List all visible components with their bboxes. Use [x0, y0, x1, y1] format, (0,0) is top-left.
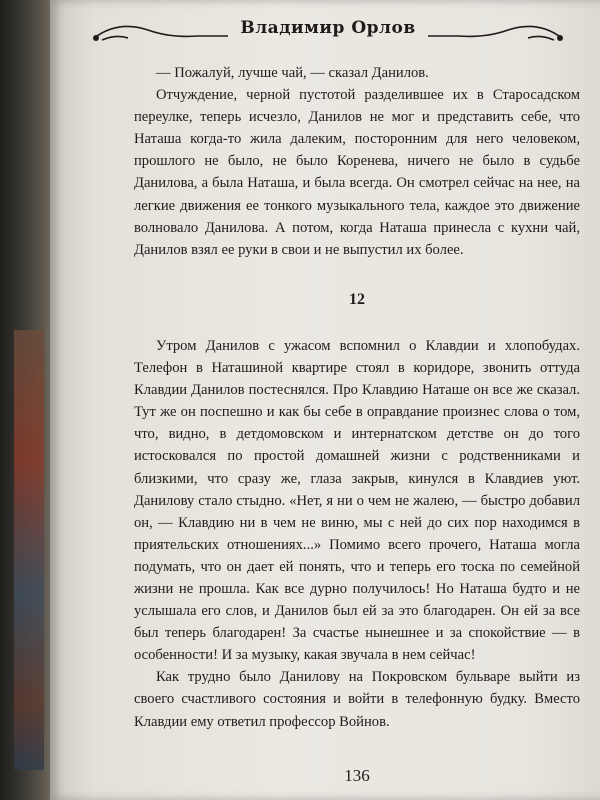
paragraph: Отчуждение, черной пустотой разделившее их в Старосадском переулке, теперь исчезло, Данилов не мог и представить себе, что Наташа когда-то жила далеким, посторонним для него человеком, прошлого не было, не было Коренева, ничего не было в судьбе Данилова, а была Наташа, и была всегда. Он смотрел сейчас на нее, на легкие движения ее тонкого музыкального тела, каждое это движение волновало Данилова. А потом, когда Наташа принесла с кухни чай, Данилов взял ее руки в свои и не выпустил их более.	[134, 87, 580, 258]
running-header	[88, 8, 568, 48]
page-number: 136	[344, 766, 370, 785]
paragraph: — Пожалуй, лучше чай, — сказал Данилов.	[156, 65, 429, 81]
body-text	[134, 62, 580, 733]
paragraph: Как трудно было Данилову на Покровском бульваре выйти из своего счастливого состояния и войти в телефонную будку. Вместо Клавдии ему ответил профессор Войнов.	[134, 669, 580, 730]
paragraph: Утром Данилов с ужасом вспомнил о Клавдии и хлопобудах. Телефон в Наташиной квартире стоял в коридоре, звонить оттуда Клавдии Данилов постеснялся. Про Клавдию Наташе он все же сказал. Тут же он поспешно и как бы себе в оправдание произнес слова о том, что, видно, в детдомовском и интернатском детстве он до того истосковался по простой домашней жизни с родственниками и близкими, что сразу же, глаза закрыв, кинулся в Клавдиев уют. Данилову стало стыдно. «Нет, я ни о чем не жалею, — быстро добавил он, — Клавдию ни в чем не виню, мы с ней до сих пор находимся в приятельских отношениях...» Помимо всего прочего, Наташа могла подумать, что он дает ей понять, что и теперь его тоска по семейной жизни не прошла. Как все дурно получилось! Но Наташа будто и не услышала его слов, и Данилов был ей за это благодарен. Он ей за все был теперь благодарен! За счастье нынешнее и за спокойствие — в особенности! И за музыку, какая звучала в нем сейчас!	[134, 337, 580, 664]
chapter-number: 12	[349, 290, 365, 308]
book-edge	[0, 0, 56, 800]
running-title: Владимир Орлов	[240, 18, 416, 38]
